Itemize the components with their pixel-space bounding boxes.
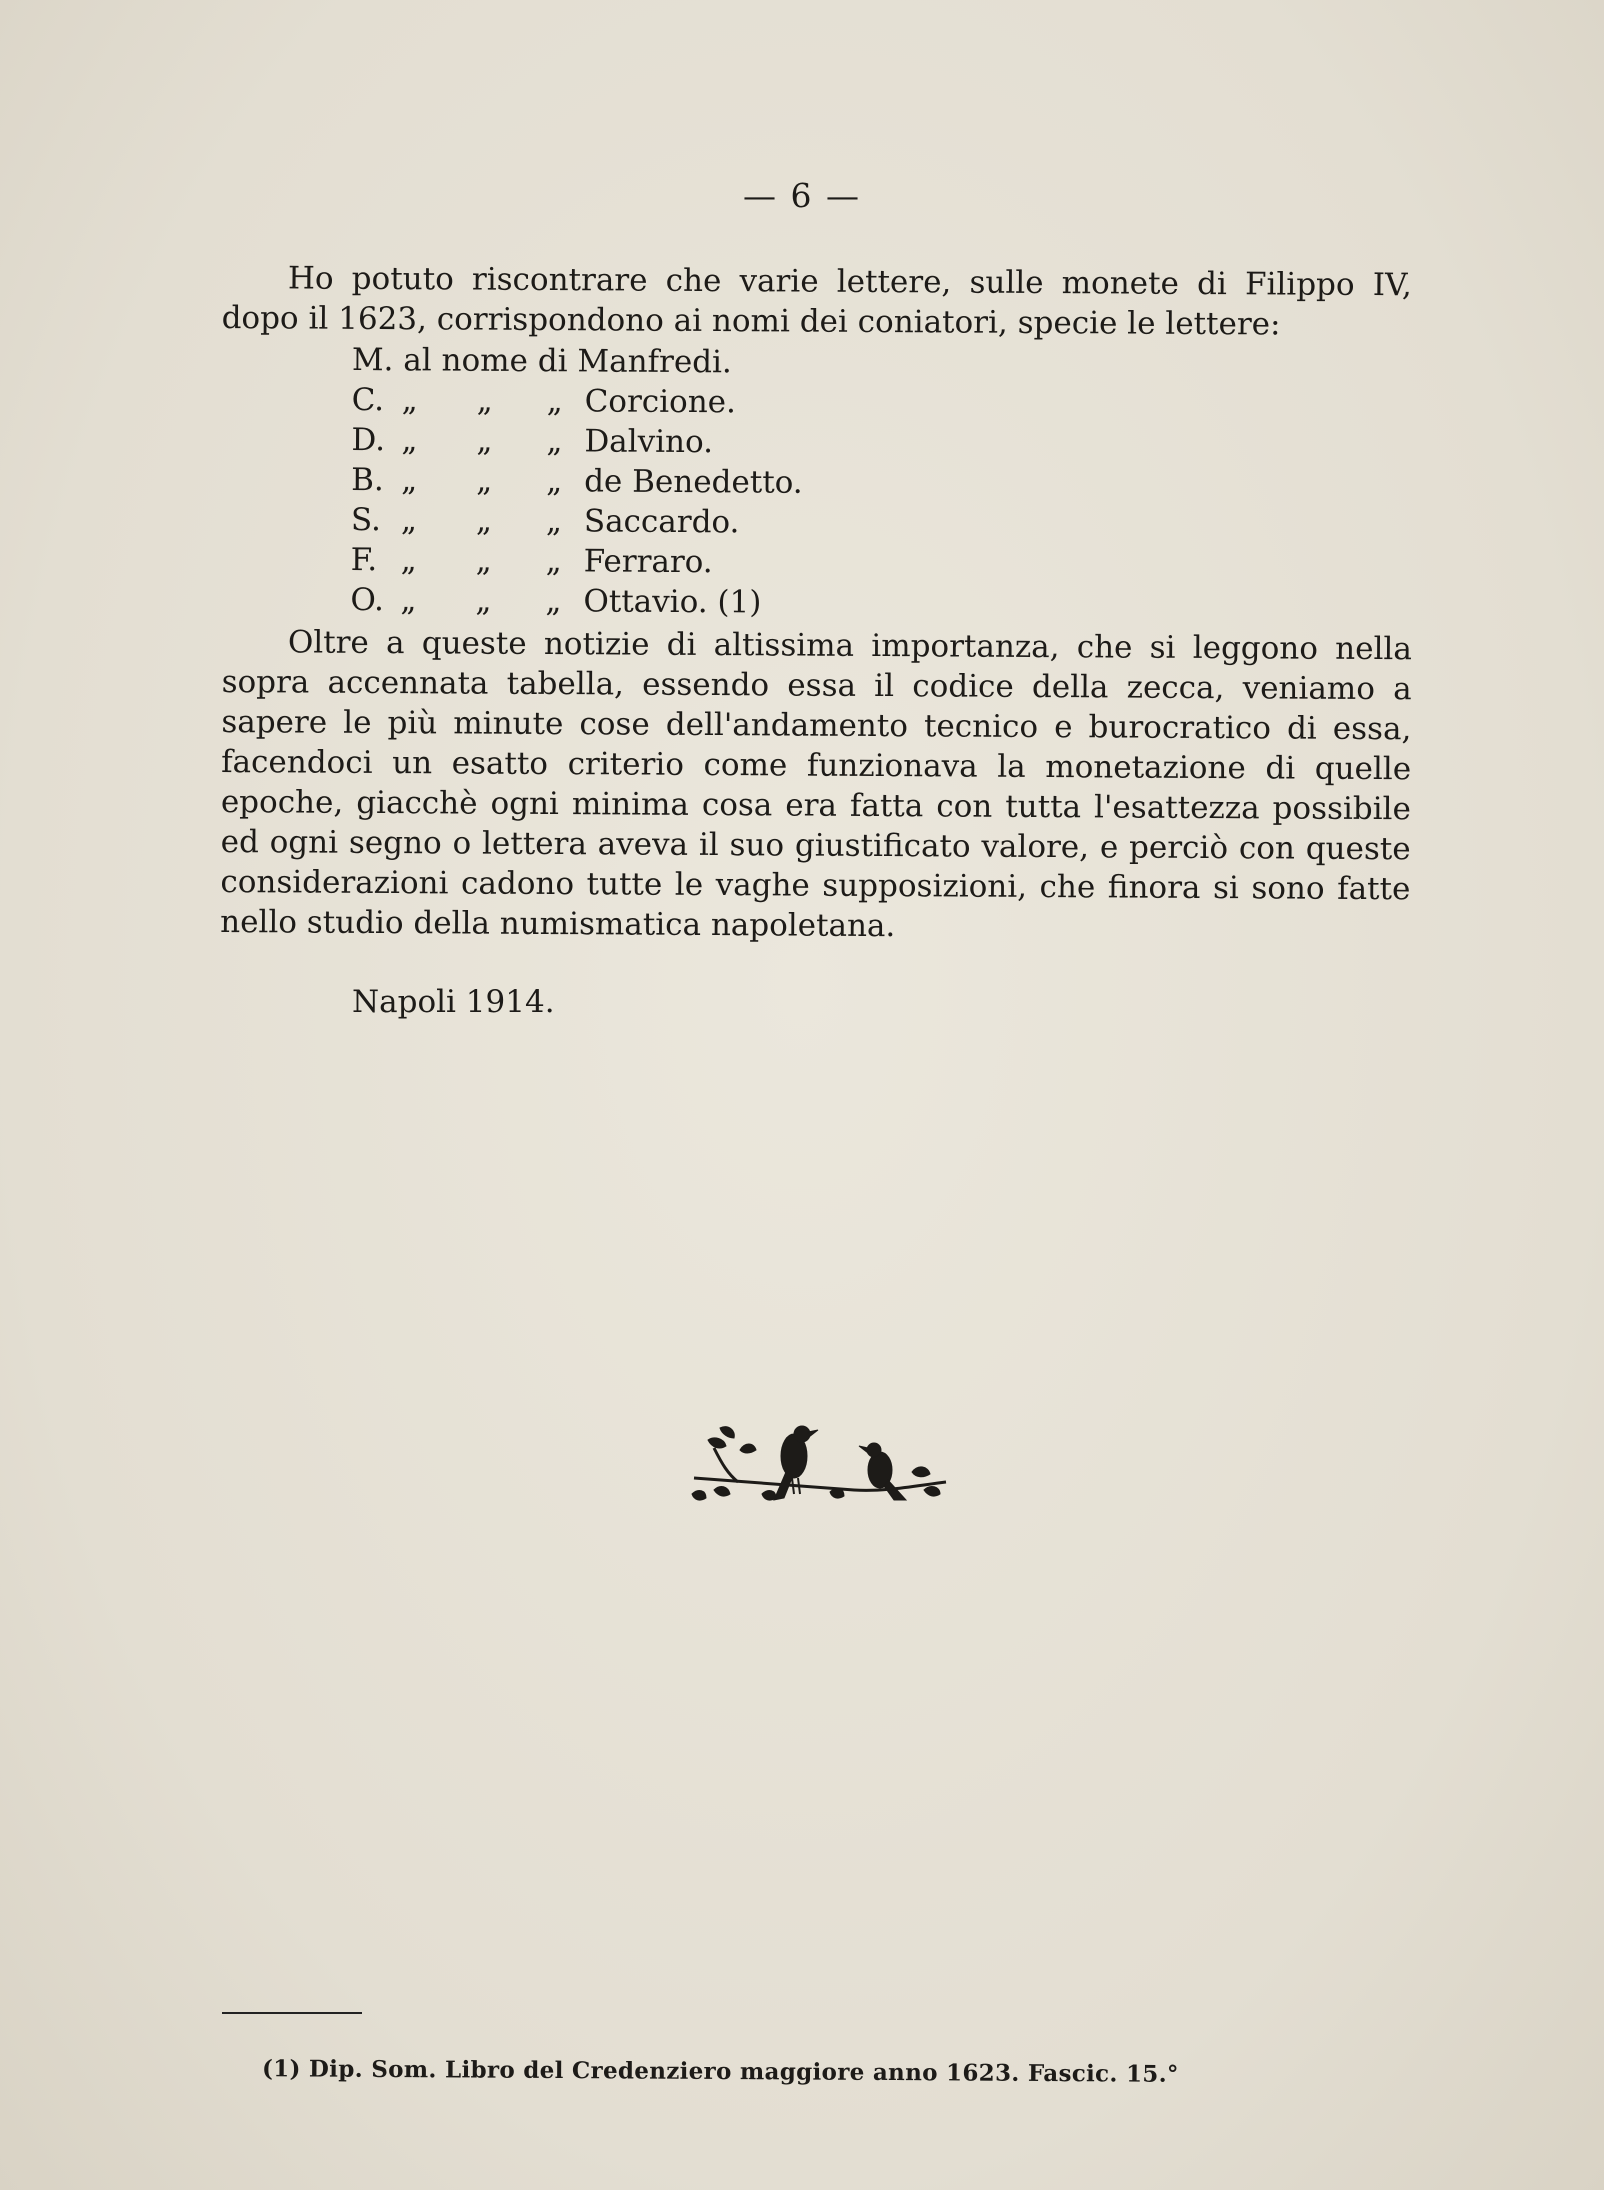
coiner-name: Dalvino. [584, 423, 714, 461]
coiner-name: Saccardo. [583, 503, 740, 541]
ditto-mark: „ [400, 502, 418, 539]
ditto-mark: „ [545, 543, 562, 580]
ditto-mark: „ [400, 542, 417, 579]
ditto-mark: „ [475, 582, 492, 619]
ditto-mark: „ [476, 382, 493, 419]
ditto-mark: „ [401, 382, 418, 419]
paragraph-main-content: Oltre a queste notizie di altissima importanza, che si leggono nella sopra accennata tabella, essendo essa il codice della zecca, veniamo a sapere le più minute cose dell'andamento tecnico e burocratico di essa, facendoci un esatto criterio come funzionava la monetazione di quelle epoche, giacchè ogni minima cosa era fatta con tutta l'esattezza possibile ed ogni segno o lettera aveva il suo giustificato valore, e perciò con queste considerazioni cadono tutte le vaghe supposizioni, che finora si sono fatte nello studio della numismatica napoletana. [220, 624, 1412, 945]
ditto-mark: „ [400, 582, 417, 619]
paragraph-main [220, 622, 1412, 949]
ditto-mark: „ [546, 383, 563, 420]
letter-abbr: D. [351, 421, 386, 459]
letter-abbr: O. [350, 581, 384, 619]
letter-abbr: B. [351, 461, 384, 499]
ditto-mark: „ [545, 503, 563, 540]
letter-abbr: C. [351, 381, 385, 419]
birds-on-branch-icon [684, 1420, 954, 1510]
paragraph-intro-content: Ho potuto riscontrare che varie lettere, sulle monete di Filippo IV, dopo il 1623, corrispondono ai nomi dei coniatori, specie le lettere: [221, 260, 1412, 343]
letter-abbr: F. [350, 541, 378, 579]
coiner-name: Ferraro. [583, 543, 713, 581]
footnote: (1) Dip. Som. Libro del Credenziero maggiore anno 1623. Fascic. 15.° [261, 2055, 1179, 2088]
place-date-signature: Napoli 1914. [352, 984, 555, 1020]
letter-abbr: S. [350, 501, 382, 539]
ditto-mark: „ [401, 462, 418, 499]
paragraph-main-text [220, 622, 1412, 949]
ditto-mark: „ [475, 542, 492, 579]
ditto-mark: „ [476, 422, 493, 459]
ditto-mark: „ [545, 583, 562, 620]
paragraph-intro-text [222, 258, 1412, 345]
ditto-mark: „ [546, 423, 563, 460]
letter-list [350, 340, 803, 621]
ditto-mark: „ [476, 462, 493, 499]
coiner-name: Ottavio. (1) [583, 583, 762, 621]
coiner-name: de Benedetto. [584, 463, 803, 501]
page-number: — 6 — [743, 176, 861, 215]
coiner-name: Corcione. [584, 383, 737, 421]
paragraph-intro [222, 258, 1412, 345]
letter-first-text: M. al nome di Manfredi. [351, 341, 732, 381]
ditto-mark: „ [475, 502, 493, 539]
ditto-mark: „ [401, 422, 418, 459]
ditto-mark: „ [546, 463, 563, 500]
footnote-rule [222, 2012, 362, 2014]
